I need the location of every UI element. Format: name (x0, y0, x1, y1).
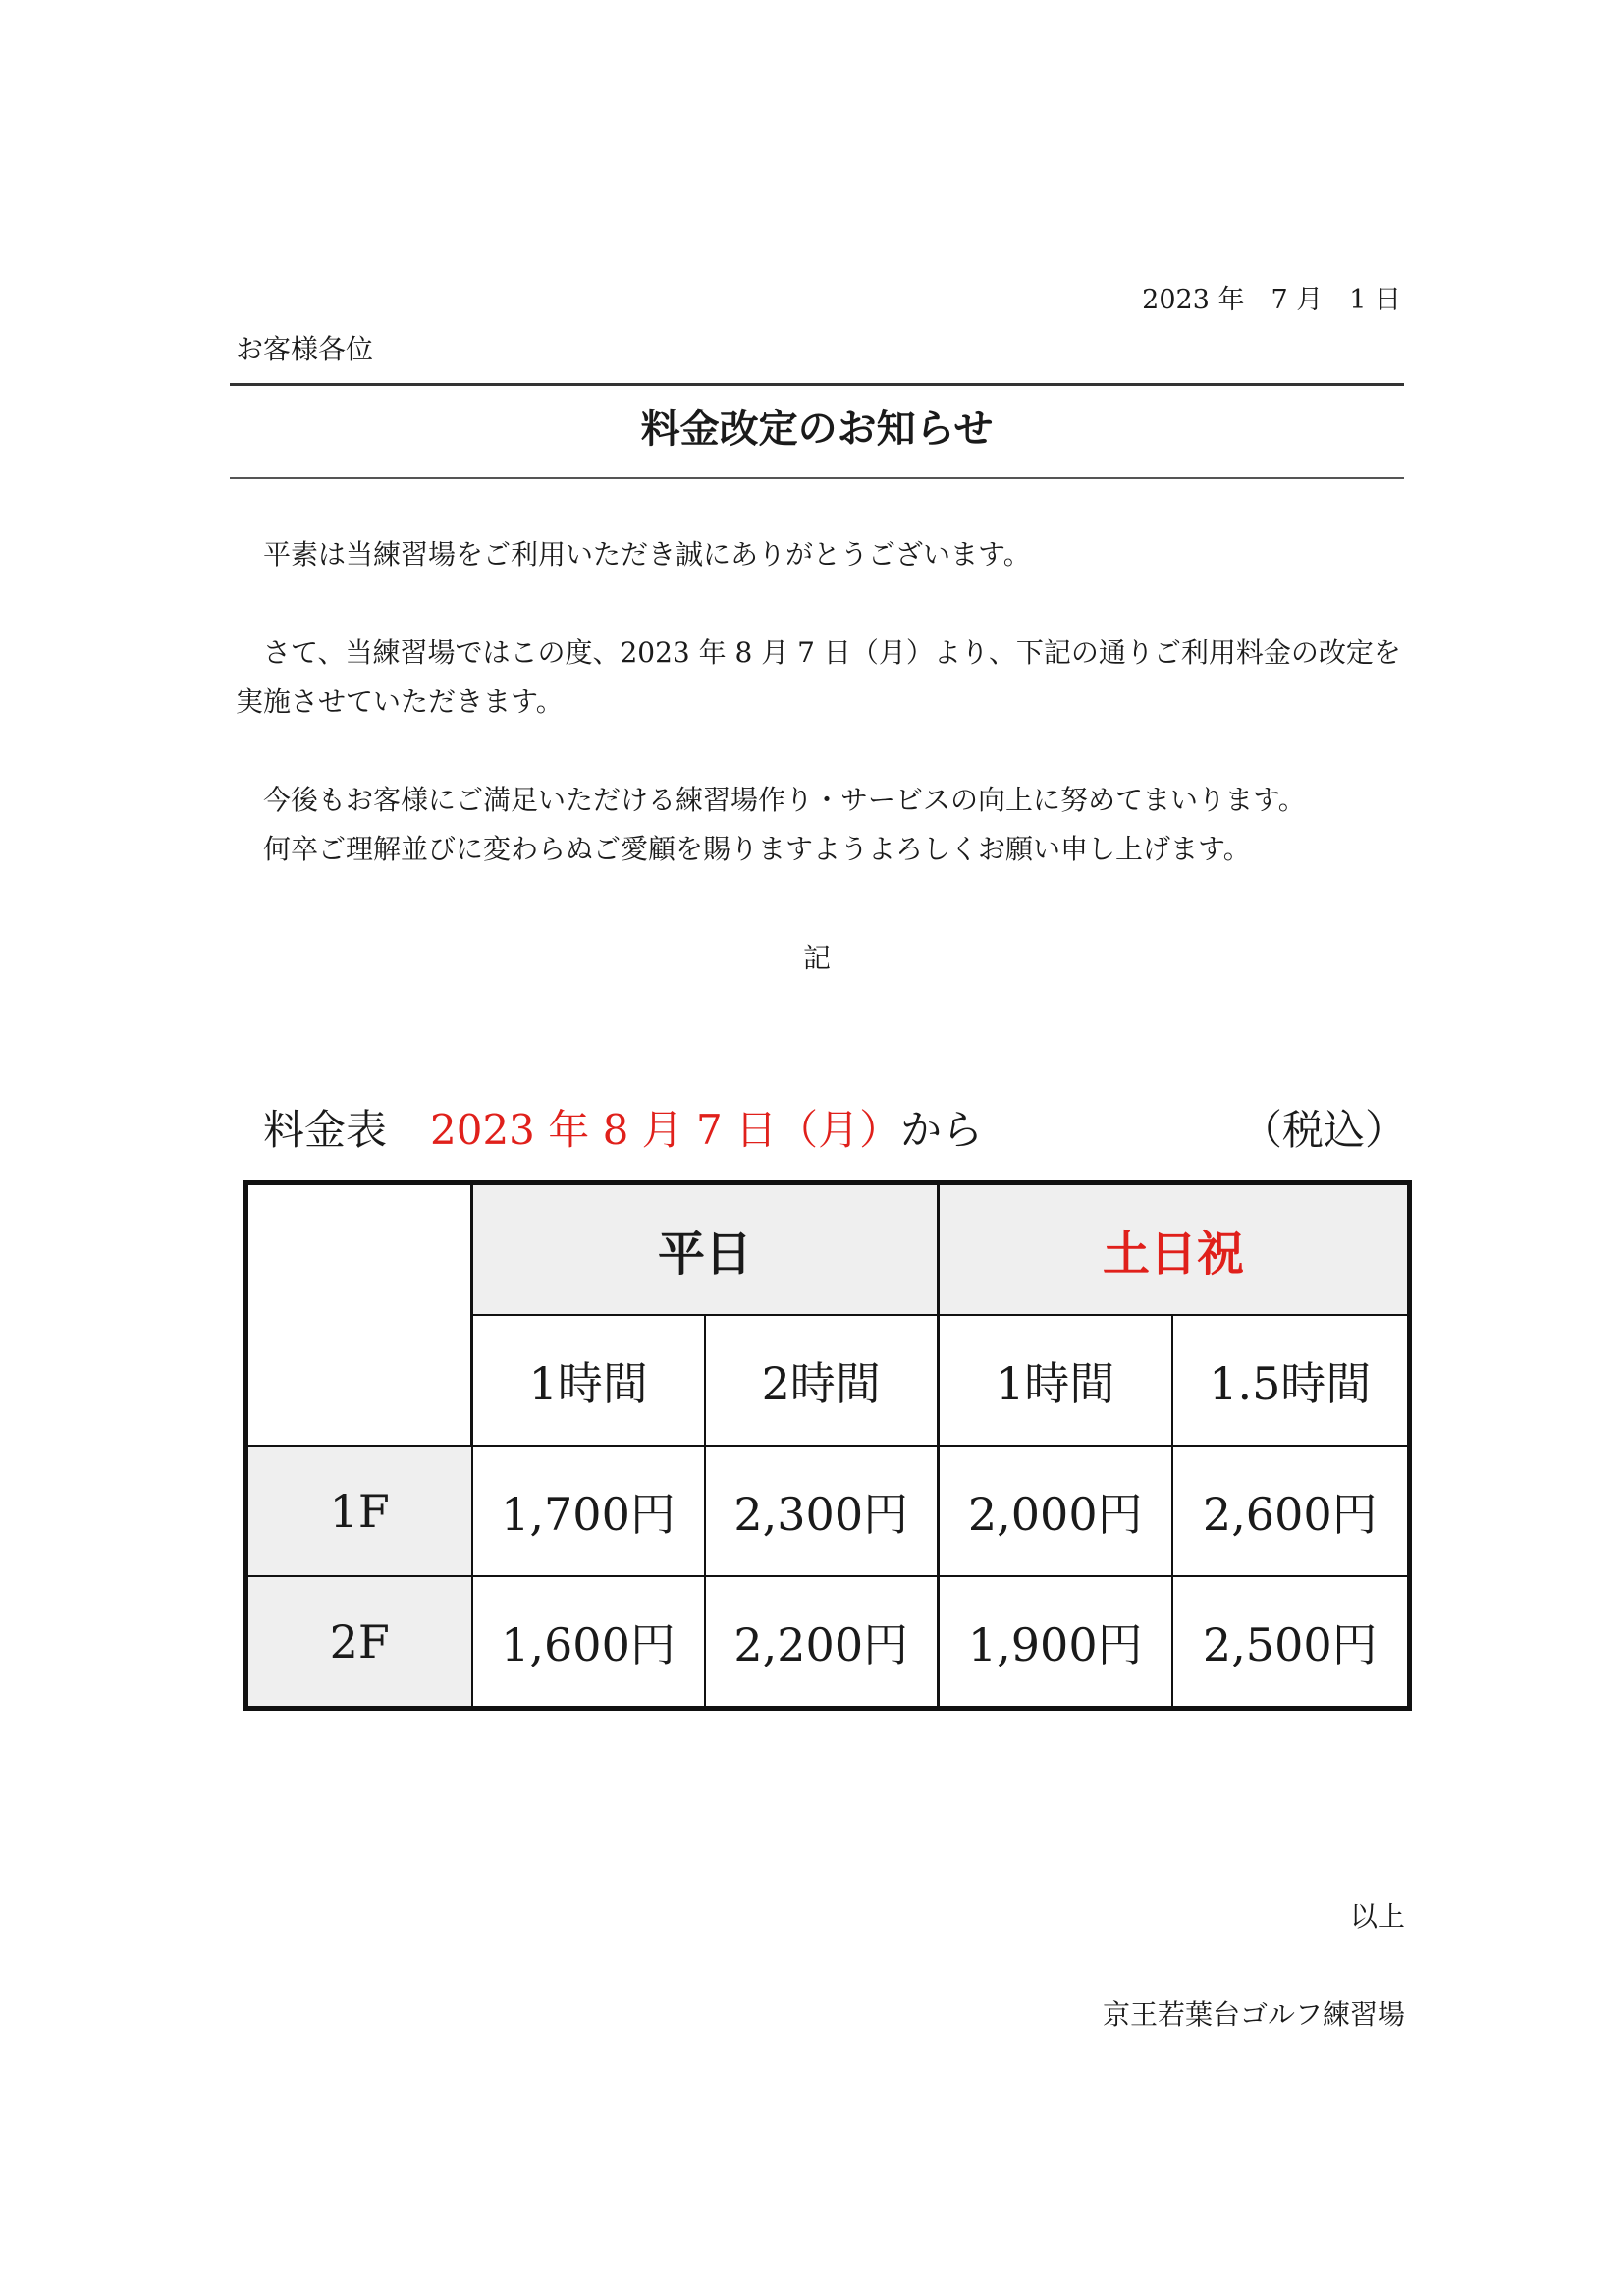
table-group-header-row (246, 1183, 1410, 1316)
duration-header: 1.5時間 (1172, 1315, 1410, 1446)
closing-mark: 以上 (1349, 1900, 1405, 1933)
table-row (246, 1576, 1410, 1709)
price-cell: 1,700円 (472, 1446, 705, 1576)
price-cell: 2,000円 (939, 1446, 1172, 1576)
announcement-paragraph: さて、当練習場ではこの度、2023 年 8 月 7 日（月）より、下記の通りご利用料金の改定を実施させていただきます。 (236, 636, 1401, 718)
duration-header: 1時間 (472, 1315, 705, 1446)
title-rule-bottom (230, 477, 1404, 479)
price-cell: 2,600円 (1172, 1446, 1410, 1576)
fee-table-heading (263, 1098, 1406, 1157)
fee-table (243, 1180, 1412, 1711)
table-corner-cell (246, 1183, 472, 1447)
table-row (246, 1446, 1410, 1576)
closing-line-2: 何卒ご理解並びに変わらぬご愛顧を賜りますようよろしくお願い申し上げます。 (263, 833, 1251, 865)
price-cell: 1,600円 (472, 1576, 705, 1709)
closing-line-1: 今後もお客様にご満足いただける練習場作り・サービスの向上に努めてまいります。 (263, 784, 1306, 816)
tax-note: （税込） (1240, 1106, 1406, 1154)
organization-name: 京王若葉台ゴルフ練習場 (1102, 1998, 1405, 2031)
fee-table-label: 料金表 (263, 1106, 388, 1154)
duration-header: 1時間 (939, 1315, 1172, 1446)
price-cell: 1,900円 (939, 1576, 1172, 1709)
document-title: 料金改定のお知らせ (640, 406, 994, 452)
greeting-paragraph: 平素は当練習場をご利用いただき誠にありがとうございます。 (263, 538, 1031, 571)
addressee: お客様各位 (236, 333, 374, 365)
price-cell: 2,500円 (1172, 1576, 1410, 1709)
weekend-group-header: 土日祝 (939, 1183, 1410, 1316)
closing-paragraph (236, 776, 1406, 874)
floor-label: 2F (246, 1576, 472, 1709)
document-date: 2023 年 7 月 1 日 (1142, 285, 1401, 315)
weekday-group-header: 平日 (472, 1183, 939, 1316)
floor-label: 1F (246, 1446, 472, 1576)
effective-from: から (900, 1106, 984, 1154)
ki-marker: 記 (802, 942, 831, 974)
duration-header: 2時間 (705, 1315, 939, 1446)
effective-date: 2023 年 8 月 7 日（月） (430, 1106, 901, 1154)
fee-table-heading-left (263, 1098, 983, 1157)
price-cell: 2,200円 (705, 1576, 939, 1709)
title-rule-top (230, 383, 1404, 386)
price-cell: 2,300円 (705, 1446, 939, 1576)
